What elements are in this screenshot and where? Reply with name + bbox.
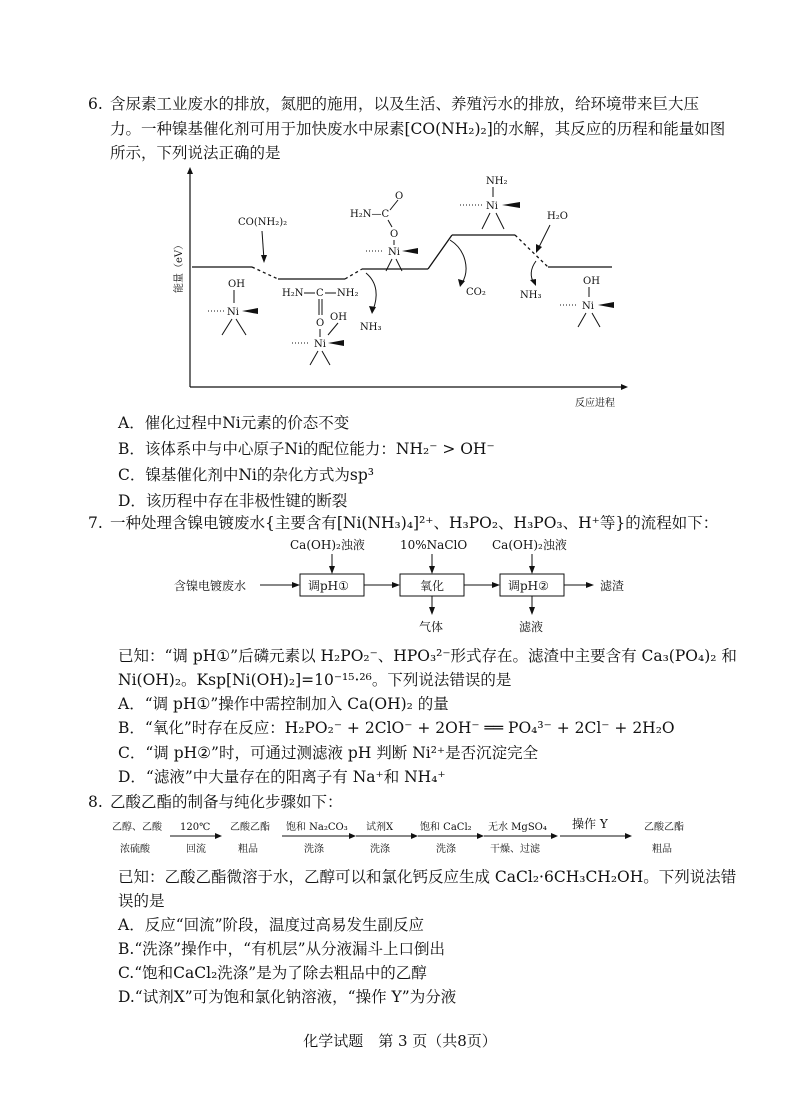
co2-label: CO₂	[466, 287, 486, 298]
ni-oh-complex-end	[560, 276, 614, 327]
h2o-label: H₂O	[547, 211, 568, 222]
q6-stem-line3: 所示，下列说法正确的是	[110, 144, 281, 162]
svg-text:Ni: Ni	[582, 301, 594, 312]
q7-known-line1: 已知：“调 pH①”后磷元素以 H₂PO₂⁻、HPO₃²⁻形式存在。滤渣中主要含有 Ca₃(PO₄)₂ 和	[118, 647, 737, 665]
q7-stem: 一种处理含镍电镀废水{主要含有[Ni(NH₃)₄]²⁺、H₃PO₂、H₃PO₃、H⁺等}的流程如下：	[110, 514, 719, 532]
flow7-reagent2: 10%NaClO	[400, 538, 468, 552]
svg-text:O: O	[316, 318, 325, 329]
q7-known-line2: Ni(OH)₂。Ksp[Ni(OH)₂]=10⁻¹⁵·²⁶。下列说法错误的是	[118, 671, 512, 689]
q7-option-b: B．“氧化”时存在反应：H₂PO₂⁻ + 2ClO⁻ + 2OH⁻ ══ PO₄³⁻ + 2Cl⁻ + 2H₂O	[118, 719, 675, 737]
flow8-step4-top: 饱和 CaCl₂	[420, 822, 472, 833]
q8-number: 8.	[88, 793, 103, 811]
q7-option-d: D．“滤液”中大量存在的阳离子有 Na⁺和 NH₄⁺	[118, 768, 446, 786]
flow8-start-bottom: 浓硫酸	[120, 844, 150, 855]
q7-flowchart	[160, 535, 680, 635]
energy-profile	[192, 235, 612, 279]
y-axis-label: 能量（eV）	[174, 239, 185, 293]
flow7-reagent1: Ca(OH)₂浊液	[290, 538, 365, 552]
svg-text:Ni: Ni	[486, 201, 498, 212]
nh3-label-1: NH₃	[360, 322, 382, 333]
flow7-box1-label: 调pH①	[308, 579, 349, 593]
q8-option-b: B.“洗涤”操作中，“有机层”从分液漏斗上口倒出	[118, 940, 446, 958]
flow7-gas: 气体	[419, 620, 444, 634]
ni-urea-complex	[282, 288, 358, 365]
q6-option-a: A．催化过程中Ni元素的价态不变	[118, 414, 350, 432]
q6-option-b: B．该体系中与中心原子Ni的配位能力：NH₂⁻ > OH⁻	[118, 440, 495, 458]
flow7-output: 滤渣	[600, 579, 625, 593]
q6-option-c: C．镍基催化剂中Ni的杂化方式为sp³	[118, 466, 374, 484]
q8-known-line2: 误的是	[118, 892, 165, 910]
flow8-step2-top: 饱和 Na₂CO₃	[286, 822, 348, 833]
flow8-mid-top: 乙酸乙酯	[230, 822, 270, 833]
q6-stem-line1: 含尿素工业废水的排放，氮肥的施用，以及生活、养殖污水的排放，给环境带来巨大压	[110, 95, 700, 113]
ni-carbamate-complex	[350, 191, 418, 271]
svg-text:H₂N: H₂N	[282, 288, 304, 299]
svg-text:C: C	[316, 288, 324, 299]
svg-text:O: O	[395, 191, 404, 202]
q6-number: 6.	[88, 95, 103, 113]
q8-stem: 乙酸乙酯的制备与纯化步骤如下：	[110, 793, 343, 811]
svg-text:Ni: Ni	[388, 247, 400, 258]
urea-label: CO(NH₂)₂	[238, 217, 288, 228]
flow7-box2-label: 氧化	[420, 579, 445, 593]
q7-option-a: A．“调 pH①”操作中需控制加入 Ca(OH)₂ 的量	[118, 695, 449, 713]
flow8-step3-top: 试剂X	[366, 822, 394, 833]
ni-nh2-complex	[460, 176, 520, 229]
svg-text:Ni: Ni	[227, 307, 239, 318]
x-axis-label: 反应进程	[575, 398, 615, 409]
flow8-step2-bottom: 洗涤	[304, 844, 324, 855]
flow8-end-top: 乙酸乙酯	[644, 822, 684, 833]
q8-known-line1: 已知：乙酸乙酯微溶于水，乙醇可以和氯化钙反应生成 CaCl₂·6CH₃CH₂OH。下列说法错	[118, 868, 737, 886]
svg-text:H₂N—C: H₂N—C	[350, 209, 390, 220]
svg-text:OH: OH	[228, 279, 245, 290]
q8-flowchart	[108, 812, 708, 860]
q8-option-d: D.“试剂X”可为饱和氯化钠溶液，“操作 Y”为分液	[118, 988, 457, 1006]
q6-option-d: D．该历程中存在非极性键的断裂	[118, 492, 348, 510]
flow7-input: 含镍电镀废水	[174, 579, 247, 593]
flow8-start-top: 乙醇、乙酸	[112, 822, 162, 833]
q6-energy-diagram	[170, 165, 630, 410]
svg-text:OH: OH	[330, 312, 347, 323]
q7-option-c: C．“调 pH②”时，可通过测滤液 pH 判断 Ni²⁺是否沉淀完全	[118, 744, 539, 762]
q8-option-a: A．反应“回流”阶段，温度过高易发生副反应	[118, 916, 425, 934]
page-footer: 化学试题 第 3 页（共8页）	[303, 1032, 497, 1050]
q8-option-c: C.“饱和CaCl₂洗涤”是为了除去粗品中的乙醇	[118, 964, 427, 982]
flow8-step5-top: 无水 MgSO₄	[488, 822, 547, 833]
svg-text:Ni: Ni	[314, 339, 326, 350]
flow8-step1-bottom: 回流	[186, 844, 206, 855]
svg-text:NH₂: NH₂	[337, 288, 359, 299]
flow8-step5-bottom: 干燥、过滤	[490, 844, 540, 855]
flow8-step6-top: 操作 Y	[572, 817, 608, 831]
flow8-step1-top: 120℃	[180, 822, 211, 833]
ni-oh-complex-start	[208, 279, 258, 335]
q7-number: 7.	[88, 514, 103, 532]
svg-text:OH: OH	[583, 276, 600, 287]
flow7-box3-label: 调pH②	[508, 579, 549, 593]
flow8-step4-bottom: 洗涤	[436, 844, 456, 855]
flow7-filtrate: 滤液	[519, 620, 544, 634]
flow8-step3-bottom: 洗涤	[370, 844, 390, 855]
svg-text:NH₂: NH₂	[486, 176, 508, 187]
q6-stem-line2: 力。一种镍基催化剂可用于加快废水中尿素[CO(NH₂)₂]的水解，其反应的历程和能量如图	[110, 120, 726, 138]
flow8-end-bottom: 粗品	[652, 844, 672, 855]
nh3-label-2: NH₃	[520, 290, 542, 301]
flow8-mid-bottom: 粗品	[238, 844, 258, 855]
flow7-reagent3: Ca(OH)₂浊液	[492, 538, 567, 552]
svg-text:O: O	[390, 229, 399, 240]
